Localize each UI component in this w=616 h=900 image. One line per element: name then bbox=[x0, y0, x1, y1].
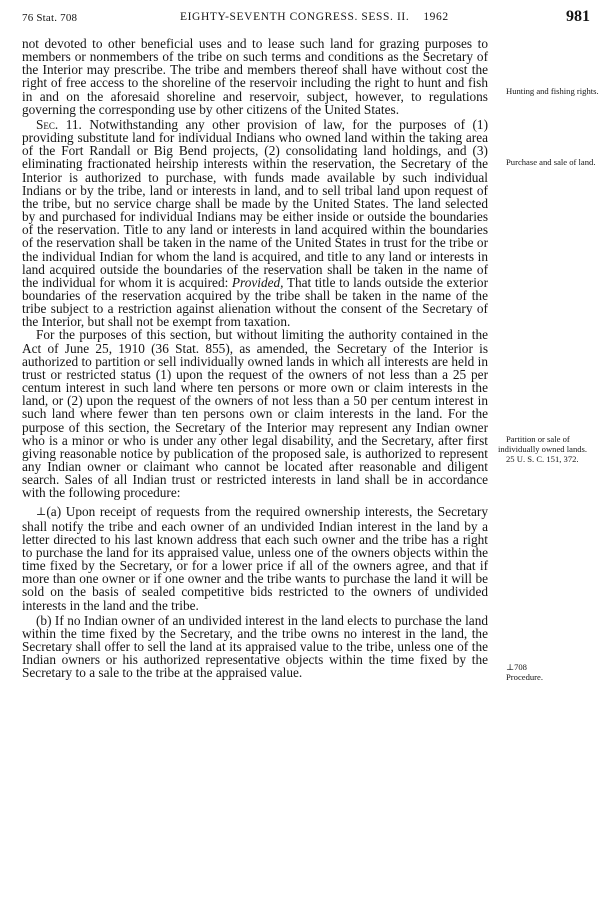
session-heading bbox=[180, 11, 449, 23]
paragraph-grazing-lease: not devoted to other beneficial uses and to lease such land for grazing purposes to members or nonmembers of the tribe on such terms and conditions as the Secretary of the Interior may prescribe. The tribe and members thereof shall have without cost the right of free access to the shoreline of the reservoir including the right to hunt and fish in and on the aforesaid shoreline and reservoir, subject, however, to regulations governing the corresponding use by other citizens of the United States. bbox=[22, 36, 488, 117]
usc-citation: 25 U. S. C. 151, 372. bbox=[506, 454, 579, 464]
paragraph-procedure-b: (b) If no Indian owner of an undivided interest in the land elects to purchase the land within the time fixed by the Secretary, and the tribe owns no interest in the land, the Secretary shall offer to sell the land at its appraised value to the tribe, unless one of the Indian owners or his authorized representative objects within the time fixed by the Secretary to a sale to the tribe at the appraised value. bbox=[22, 612, 488, 681]
margin-note-partition bbox=[498, 434, 602, 464]
congress-session: EIGHTY-SEVENTH CONGRESS. SESS. II. bbox=[180, 11, 410, 23]
paragraph-partition-authority: For the purposes of this section, but without limiting the authority contained in the Act of June 25, 1910 (36 Stat. 855), as amended, the Secretary of the Interior is authorized to partition or sell individually owned lands in which all interests are held in trust or restricted status (1) upon the request of the owners of not less than a 25 per centum interest in such land where ten persons or more own or claim interests in the land, or (2) upon the request of the owners of not less than a 50 per centum interest in such land where fewer than ten persons own or claim interests in the land. For the purpose of this section, the Secretary of the Interior may represent any Indian owner who is a minor or who is under any other legal disability, and the Secretary, after first giving reasonable notice by publication of the proposed sale, is authorized to represent any Indian owner or claimant who cannot be located after reasonable and diligent search. Sales of all Indian trust or restricted interests in land shall be in accordance with the following procedure: bbox=[22, 327, 488, 501]
running-header bbox=[0, 8, 616, 28]
procedure-a-text: (a) Upon receipt of requests from the required ownership interests, the Secretary shall notify the tribe and each owner of an undivided Indian interest in the land by a letter directed to his last known address that each such owner and the tribe has a right to purchase the land for its appraised value, unless one of the owners objects within the time fixed by the Secretary, or for a lower price if all of the owners agree, and that if more than one owner or if one owner and the tribe wants to purchase the land it will be sold on the basis of sealed competitive bids restricted to the owners of undivided interests in the land and the tribe. bbox=[22, 504, 488, 613]
statute-body bbox=[22, 37, 488, 680]
procedure-note: Procedure. bbox=[506, 672, 543, 682]
section-11-text: Notwithstanding any other provision of law, for the purposes of (1) providing substitute land for individual Indians who owned land within the taking area of the Fort Randall or Big Bend projects, (2) consolidating land holdings, and (3) eliminating fractionated heirship interests within the reservation, the Secretary of the Interior is authorized to purchase, with funds made available by such individual Indians or by the tribe, land or interests in land, and to sell tribal land upon request of the tribe, but no service charge shall be made by the United States. The land selected by and purchased for individual Indians may be either inside or outside the boundaries of the reservation. Title to any land or interests in land acquired within the boundaries of the reservation shall be taken in the name of the United States in trust for the tribe or the individual Indian for whom the land is acquired, and title to any land or interests in land acquired outside the boundaries of the reservation shall be taken in the name of the individual for whom it is acquired: bbox=[22, 116, 489, 290]
page-number: 981 bbox=[566, 8, 590, 25]
stat-reference: 76 Stat. 708 bbox=[22, 12, 78, 24]
margin-note-hunting: Hunting and fishing rights. bbox=[506, 86, 599, 96]
partition-note: Partition or sale of individually owned lands. bbox=[498, 434, 588, 454]
paragraph-section-11 bbox=[22, 118, 488, 329]
section-label: Sec. 11. bbox=[36, 116, 82, 132]
header-year: 1962 bbox=[423, 11, 449, 23]
stat-page-mark: ⊥708 bbox=[506, 662, 527, 672]
margin-note-procedure bbox=[498, 662, 602, 682]
proviso-word: Provided, bbox=[231, 274, 284, 290]
stat-break-mark: ⊥ bbox=[36, 506, 47, 519]
section-11-proviso: That title to lands outside the exterior boundaries of the reservation acquired by the tribe shall be taken in the name of the tribe subject to a restriction against alienation without the consent of the Secretary of the Interior, but shall not be exempt from taxation. bbox=[22, 274, 488, 330]
paragraph-procedure-a bbox=[22, 505, 488, 611]
margin-note-purchase: Purchase and sale of land. bbox=[506, 157, 596, 167]
